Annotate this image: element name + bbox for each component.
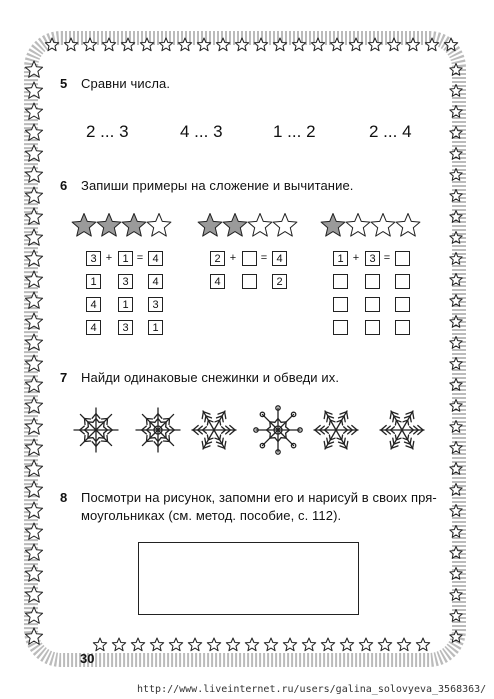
comparison-1: 2 ... 3 bbox=[86, 122, 129, 141]
frame-star-icon bbox=[450, 442, 462, 454]
equals-sign: = bbox=[260, 252, 268, 264]
snowflake-5-icon[interactable] bbox=[310, 404, 362, 456]
frame-star-icon bbox=[169, 638, 182, 651]
drawing-rectangle[interactable] bbox=[138, 542, 359, 615]
answer-box[interactable] bbox=[365, 274, 380, 289]
answer-box[interactable]: 3 bbox=[365, 251, 380, 266]
frame-star-icon bbox=[25, 124, 42, 140]
frame-star-icon bbox=[93, 638, 106, 651]
comparison-3: 1 ... 2 bbox=[273, 122, 316, 141]
answer-box[interactable]: 2 bbox=[210, 251, 225, 266]
star-filled-icon bbox=[223, 214, 247, 237]
task-8-number: 8 bbox=[60, 490, 68, 505]
frame-star-icon bbox=[450, 127, 462, 139]
answer-box[interactable]: 1 bbox=[118, 251, 133, 266]
frame-star-icon bbox=[121, 38, 134, 51]
answer-box[interactable]: 4 bbox=[210, 274, 225, 289]
frame-star-icon bbox=[340, 638, 353, 651]
star-group-2 bbox=[196, 210, 306, 240]
answer-box[interactable]: 4 bbox=[86, 297, 101, 312]
task-5-number: 5 bbox=[60, 76, 68, 91]
task-8-text-line2: моугольниках (см. метод. пособие, с. 112). bbox=[81, 508, 342, 523]
frame-star-icon bbox=[226, 638, 239, 651]
answer-box[interactable] bbox=[333, 274, 348, 289]
star-empty-icon bbox=[147, 214, 171, 237]
answer-box[interactable] bbox=[242, 251, 257, 266]
star-filled-icon bbox=[122, 214, 146, 237]
frame-star-icon bbox=[450, 358, 462, 370]
answer-box[interactable] bbox=[395, 274, 410, 289]
star-group-3 bbox=[319, 210, 429, 240]
comparison-2: 4 ... 3 bbox=[180, 122, 223, 141]
frame-star-icon bbox=[450, 610, 462, 622]
snowflake-3-icon[interactable] bbox=[188, 404, 240, 456]
answer-box[interactable]: 1 bbox=[148, 320, 163, 335]
frame-star-icon bbox=[25, 208, 42, 224]
frame-star-icon bbox=[450, 463, 462, 475]
snowflake-2-icon[interactable] bbox=[132, 404, 184, 456]
frame-star-icon bbox=[450, 526, 462, 538]
frame-star-icon bbox=[321, 638, 334, 651]
frame-star-icon bbox=[25, 460, 42, 476]
equals-sign: = bbox=[136, 252, 144, 264]
star-empty-icon bbox=[273, 214, 297, 237]
frame-star-icon bbox=[150, 638, 163, 651]
answer-box[interactable]: 4 bbox=[272, 251, 287, 266]
snowflake-4-icon[interactable] bbox=[252, 404, 304, 456]
frame-star-icon bbox=[25, 544, 42, 560]
frame-star-icon bbox=[416, 638, 429, 651]
snowflake-1-icon[interactable] bbox=[70, 404, 122, 456]
answer-box[interactable]: 4 bbox=[148, 274, 163, 289]
star-filled-icon bbox=[321, 214, 345, 237]
answer-box[interactable] bbox=[333, 320, 348, 335]
frame-star-icon bbox=[131, 638, 144, 651]
frame-star-icon bbox=[264, 638, 277, 651]
page-number: 30 bbox=[80, 651, 95, 666]
star-empty-icon bbox=[248, 214, 272, 237]
equation-grid-3 bbox=[333, 251, 423, 341]
task-5-text: Сравни числа. bbox=[81, 76, 171, 91]
equation-grid-1 bbox=[86, 251, 176, 341]
answer-box[interactable] bbox=[365, 320, 380, 335]
equation-grid-2 bbox=[210, 251, 300, 291]
star-filled-icon bbox=[72, 214, 96, 237]
frame-star-icon bbox=[25, 292, 42, 308]
snowflake-6-icon[interactable] bbox=[376, 404, 428, 456]
frame-star-icon bbox=[188, 638, 201, 651]
comparison-4: 2 ... 4 bbox=[369, 122, 412, 141]
task-6-number: 6 bbox=[60, 178, 68, 193]
answer-box[interactable] bbox=[365, 297, 380, 312]
frame-star-icon bbox=[283, 638, 296, 651]
star-empty-icon bbox=[396, 214, 420, 237]
task-6-text: Запиши примеры на сложение и вычитание. bbox=[81, 178, 354, 193]
answer-box[interactable] bbox=[395, 297, 410, 312]
frame-star-icon bbox=[25, 376, 42, 392]
frame-star-icon bbox=[450, 211, 462, 223]
frame-star-icon bbox=[273, 38, 286, 51]
star-filled-icon bbox=[97, 214, 121, 237]
plus-sign: + bbox=[105, 252, 113, 264]
frame-star-icon bbox=[450, 190, 462, 202]
frame-star-icon bbox=[359, 638, 372, 651]
frame-star-icon bbox=[302, 638, 315, 651]
answer-box[interactable] bbox=[333, 297, 348, 312]
frame-star-icon bbox=[112, 638, 125, 651]
frame-star-icon bbox=[397, 638, 410, 651]
answer-box[interactable] bbox=[395, 251, 410, 266]
frame-star-icon bbox=[450, 547, 462, 559]
answer-box[interactable]: 2 bbox=[272, 274, 287, 289]
answer-box[interactable] bbox=[242, 274, 257, 289]
answer-box[interactable]: 3 bbox=[118, 274, 133, 289]
snowflakes-row bbox=[70, 404, 430, 456]
star-filled-icon bbox=[198, 214, 222, 237]
answer-box[interactable]: 3 bbox=[148, 297, 163, 312]
frame-star-icon bbox=[378, 638, 391, 651]
task-7-number: 7 bbox=[60, 370, 68, 385]
frame-star-icon bbox=[450, 274, 462, 286]
frame-star-icon bbox=[450, 379, 462, 391]
answer-box[interactable]: 1 bbox=[118, 297, 133, 312]
frame-star-icon bbox=[245, 638, 258, 651]
answer-box[interactable]: 1 bbox=[333, 251, 348, 266]
equals-sign: = bbox=[383, 252, 391, 264]
star-group-1 bbox=[70, 210, 180, 240]
frame-star-icon bbox=[450, 106, 462, 118]
footer-url[interactable]: http://www.liveinternet.ru/users/galina_solovyeva_3568363/ bbox=[137, 684, 487, 695]
frame-star-icon bbox=[349, 38, 362, 51]
plus-sign: + bbox=[229, 252, 237, 264]
answer-box[interactable]: 4 bbox=[86, 320, 101, 335]
frame-star-icon bbox=[197, 38, 210, 51]
task-8-text-line1: Посмотри на рисунок, запомни его и нарисуй в своих пря- bbox=[81, 490, 437, 505]
answer-box[interactable]: 1 bbox=[86, 274, 101, 289]
answer-box[interactable]: 3 bbox=[118, 320, 133, 335]
star-empty-icon bbox=[371, 214, 395, 237]
frame-star-icon bbox=[207, 638, 220, 651]
task-7-text: Найди одинаковые снежинки и обведи их. bbox=[81, 370, 340, 385]
star-empty-icon bbox=[346, 214, 370, 237]
answer-box[interactable]: 3 bbox=[86, 251, 101, 266]
plus-sign: + bbox=[352, 252, 360, 264]
frame-star-icon bbox=[450, 295, 462, 307]
answer-box[interactable]: 4 bbox=[148, 251, 163, 266]
answer-box[interactable] bbox=[395, 320, 410, 335]
